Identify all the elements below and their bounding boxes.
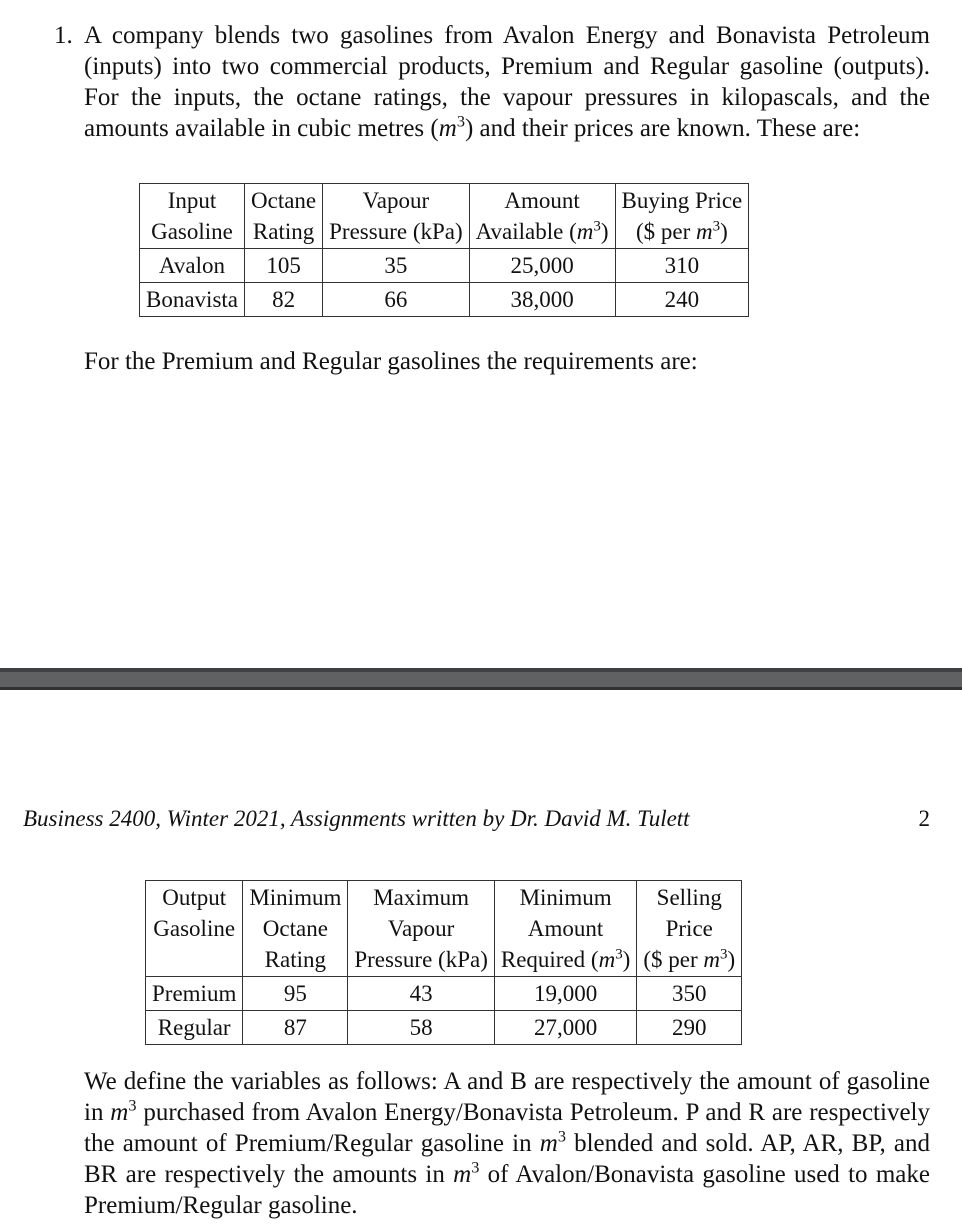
table-cell: 27,000 bbox=[494, 1011, 636, 1045]
table-cell: 240 bbox=[615, 283, 749, 317]
table-cell: 58 bbox=[348, 1011, 495, 1045]
inputs-header-cell: Buying Price ($ per $m^3$) bbox=[615, 184, 749, 249]
outputs-table bbox=[145, 880, 742, 1045]
table-cell: 310 bbox=[615, 249, 749, 283]
table-cell: 350 bbox=[637, 977, 742, 1011]
table-row bbox=[146, 977, 742, 1011]
table-row bbox=[140, 249, 749, 283]
table-cell: 35 bbox=[323, 249, 470, 283]
table-cell: 38,000 bbox=[469, 283, 615, 317]
outputs-intro: For the Premium and Regular gasolines the requirements are: bbox=[84, 348, 698, 375]
outputs-header-cell: Minimum Amount Required $(m^3)$ bbox=[494, 881, 636, 977]
table-cell: Regular bbox=[146, 1011, 243, 1045]
inputs-header-cell: Amount Available $(m^3)$ bbox=[469, 184, 615, 249]
table-row bbox=[140, 283, 749, 317]
outputs-header-cell: Minimum Octane Rating bbox=[243, 881, 348, 977]
outputs-header-cell: Selling Price ($ per $m^3$) bbox=[637, 881, 742, 977]
inputs-table bbox=[139, 183, 749, 317]
outputs-header-cell: Output Gasoline bbox=[146, 881, 243, 977]
page-separator bbox=[0, 668, 962, 690]
outputs-header-row bbox=[146, 881, 742, 977]
table-cell: 290 bbox=[637, 1011, 742, 1045]
inputs-header-cell: Octane Rating bbox=[245, 184, 323, 249]
inputs-header-cell: Vapour Pressure (kPa) bbox=[323, 184, 470, 249]
page-number: 2 bbox=[918, 806, 930, 831]
table-cell: 82 bbox=[245, 283, 323, 317]
table-cell: 95 bbox=[243, 977, 348, 1011]
problem-number: 1. bbox=[54, 22, 73, 49]
table-cell: Avalon bbox=[140, 249, 245, 283]
table-cell: 19,000 bbox=[494, 977, 636, 1011]
table-cell: 25,000 bbox=[469, 249, 615, 283]
table-cell: 66 bbox=[323, 283, 470, 317]
table-cell: 43 bbox=[348, 977, 495, 1011]
running-head: Business 2400, Winter 2021, Assignments written by Dr. David M. Tulett bbox=[23, 806, 690, 831]
inputs-header-cell: Input Gasoline bbox=[140, 184, 245, 249]
problem-intro: A company blends two gasolines from Avalon Energy and Bonavista Petroleum (inputs) into two commercial products, Premium and Regular gasoline (outputs). For the inputs, the octane ratings, the vapour pressures in kilopascals, and the amounts available in cubic metres $(m^3)$ and their prices are known. These are: bbox=[84, 22, 930, 142]
outputs-header-cell: Maximum Vapour Pressure (kPa) bbox=[348, 881, 495, 977]
table-cell: Bonavista bbox=[140, 283, 245, 317]
variables-paragraph: We define the variables as follows: A and B are respectively the amount of gasoline in $m^3$ purchased from Avalon Energy/Bonavista Petroleum. P and R are respectively the amount of Premium/Regular gasoline in $m^3$ blended and sold. AP, AR, BP, and BR are respectively the amounts in $m^3$ of Avalon/Bonavista gasoline used to make Premium/Regular gasoline. bbox=[84, 1068, 930, 1219]
table-row bbox=[146, 1011, 742, 1045]
table-cell: 105 bbox=[245, 249, 323, 283]
table-cell: Premium bbox=[146, 977, 243, 1011]
inputs-header-row bbox=[140, 184, 749, 249]
table-cell: 87 bbox=[243, 1011, 348, 1045]
